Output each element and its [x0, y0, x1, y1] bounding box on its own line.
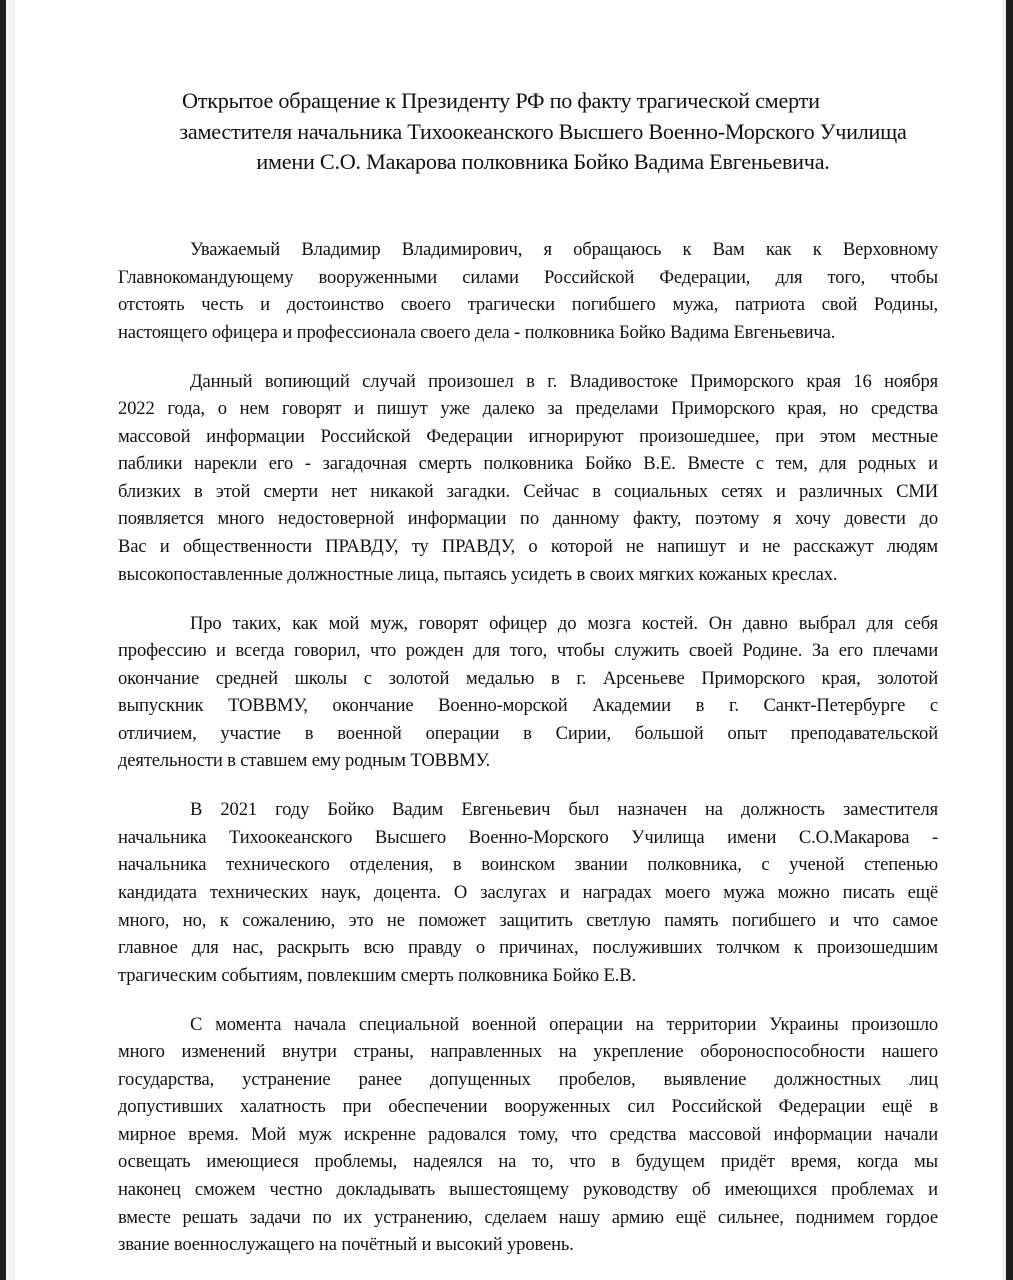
paragraph-line: допустивших халатность при обеспечении вооруженных сил Российской Федерации ещё в	[118, 1096, 938, 1118]
paragraph-line: массовой информации Российской Федерации игнорируют произошедшее, при этом местные	[118, 425, 938, 447]
paragraph-line: паблики нарекли его - загадочная смерть полковника Бойко В.Е. Вместе с тем, для родных и	[118, 453, 938, 475]
paragraph-line: государства, устранение ранее допущенных пробелов, выявление должностных лиц	[118, 1068, 938, 1090]
paragraph-line: окончание средней школы с золотой медалью в г. Арсеньеве Приморского края, золотой	[118, 667, 938, 689]
paragraph-line: мирное время. Мой муж искренне радовался тому, что средства массовой информации начали	[118, 1123, 938, 1145]
title-line: заместителя начальника Тихоокеанского Высшего Военно-Морского Училища	[179, 118, 907, 144]
paragraph-line: высокопоставленные должностные лица, пытаясь усидеть в своих мягких кожаных креслах.	[118, 563, 838, 585]
paragraph-line: 2022 года, о нем говорят и пишут уже далеко за пределами Приморского края, но средства	[118, 398, 938, 420]
paragraph-line: В 2021 году Бойко Вадим Евгеньевич был назначен на должность заместителя	[190, 799, 938, 821]
paragraph-line: наконец сможем честно докладывать вышестоящему руководству об имеющихся проблемах и	[118, 1178, 938, 1200]
paragraph-line: много изменений внутри страны, направленных на укрепление обороноспособности нашего	[118, 1041, 938, 1063]
paragraph-line: профессию и всегда говорил, что рожден для того, чтобы служить своей Родине. За его плечами	[118, 640, 938, 662]
paragraph-line: много, но, к сожалению, это не поможет защитить светлую память погибшего и что самое	[118, 909, 938, 931]
paragraph	[118, 236, 938, 346]
paragraph-line: начальника Тихоокеанского Высшего Военно-Морского Училища имени С.О.Макарова -	[118, 826, 938, 848]
paragraph	[118, 610, 938, 775]
paragraph-line: трагическим событиям, повлекшим смерть полковника Бойко Е.В.	[118, 964, 637, 986]
paragraph-line: Про таких, как мой муж, говорят офицер до мозга костей. Он давно выбрал для себя	[190, 612, 938, 634]
paragraph-line: начальника технического отделения, в воинском звании полковника, с ученой степенью	[118, 854, 938, 876]
paragraph-line: освещать имеющиеся проблемы, надеялся на то, что в будущем придёт время, когда мы	[118, 1151, 938, 1173]
paragraph-line: выпускник ТОВВМУ, окончание Военно-морской Академии в г. Санкт-Петербурге с	[118, 695, 938, 717]
paragraph-line: вместе решать задачи по их устранению, сделаем нашу армию ещё сильнее, поднимем гордое	[118, 1206, 938, 1228]
paragraph-line: Уважаемый Владимир Владимирович, я обращаюсь к Вам как к Верховному	[190, 239, 938, 260]
paragraph-line: Данный вопиющий случай произошел в г. Владивостоке Приморского края 16 ноября	[190, 370, 938, 392]
document-body	[118, 236, 938, 1280]
page-edge-right	[1006, 0, 1013, 1280]
paragraph	[118, 796, 938, 989]
paragraph-line: появляется много недостоверной информации по данному факту, поэтому я хочу довести до	[118, 508, 938, 530]
paragraph-line: отличием, участие в военной операции в Сирии, большой опыт преподавательской	[118, 722, 938, 744]
paragraph-line: Вас и общественности ПРАВДУ, ту ПРАВДУ, о которой не напишут и не расскажут людям	[118, 535, 938, 557]
paragraph	[118, 1011, 938, 1259]
page-edge-left-shadow	[6, 0, 15, 1280]
paragraph-line: С момента начала специальной военной операции на территории Украины произошло	[190, 1013, 938, 1035]
paragraph-line: близких в этой смерти нет никакой загадки. Сейчас в социальных сетях и различных СМИ	[118, 480, 938, 502]
page-edge-right-shadow	[1002, 0, 1006, 1280]
paragraph-line: звание военнослужащего на почётный и высокий уровень.	[118, 1234, 574, 1256]
paragraph-line: кандидата технических наук, доцента. О заслугах и наградах моего мужа можно писать ещё	[118, 881, 938, 903]
paragraph	[118, 368, 938, 588]
paragraph-line: отстоять честь и достоинство своего трагически погибшего мужа, патриота свой Родины,	[118, 294, 938, 316]
paragraph-line: Главнокомандующему вооруженными силами Российской Федерации, для того, чтобы	[118, 266, 938, 288]
paragraph-line: главное для нас, раскрыть всю правду о причинах, послуживших толчком к произошедшим	[118, 937, 938, 959]
title-line: Открытое обращение к Президенту РФ по факту трагической смерти	[182, 88, 820, 113]
paragraph-line: деятельности в ставшем ему родным ТОВВМУ.	[118, 750, 490, 772]
title-line: имени С.О. Макарова полковника Бойко Вадима Евгеньевича.	[256, 149, 830, 174]
document-title	[118, 86, 968, 178]
paragraph-line: настоящего офицера и профессионала своего дела - полковника Бойко Вадима Евгеньевича.	[118, 321, 836, 343]
